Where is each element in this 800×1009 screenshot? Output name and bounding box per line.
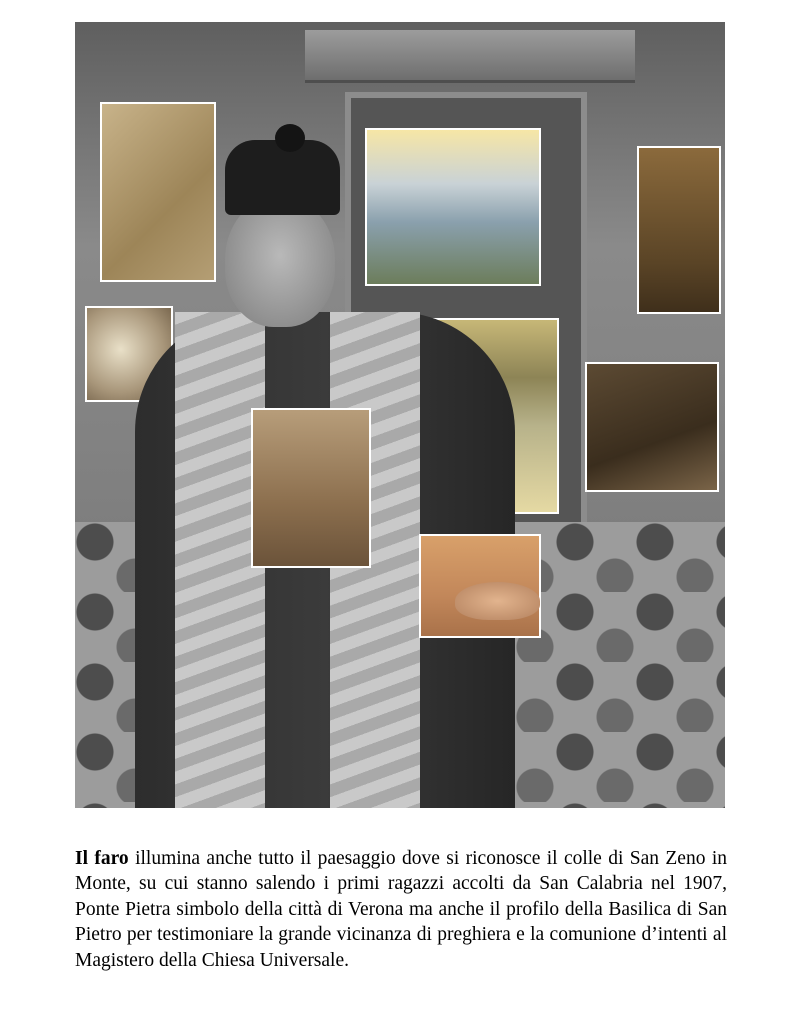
desk-panel	[585, 362, 719, 492]
map-panel	[100, 102, 216, 282]
caption-lead: Il faro	[75, 847, 129, 869]
door-lintel	[305, 30, 635, 83]
biretta-pompom	[275, 124, 305, 152]
portrait-panel	[637, 146, 721, 314]
biretta-hat	[225, 140, 340, 215]
lighthouse-landscape-panel	[365, 128, 541, 286]
open-hand	[455, 582, 540, 620]
priest-head	[225, 197, 335, 327]
painting-illustration	[75, 22, 725, 808]
figure-caption	[75, 846, 727, 974]
caption-text: illumina anche tutto il paesaggio dove si riconosce il colle di San Zeno in Monte, su cui stanno salendo i primi ragazzi accolti da San Calabria nel 1907, Ponte Pietra simbolo della città di Verona ma anche il profilo della Basilica di San Pietro per testimoniare la grande vicinanza di preghiera e la comunione d’intenti al Magistero della Chiesa Universale.	[75, 847, 727, 971]
pocket-watch-panel	[251, 408, 371, 568]
